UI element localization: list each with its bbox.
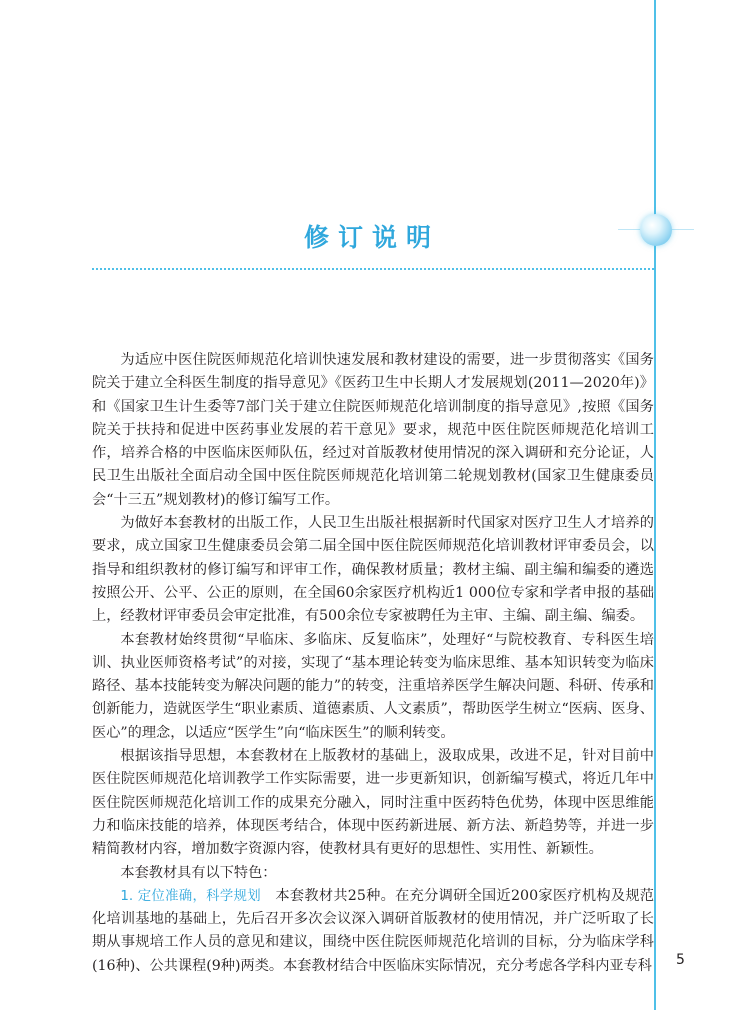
page-number: 5 [676,952,685,968]
paragraph-4: 根据该指导思想，本套教材在上版教材的基础上，汲取成果，改进不足，针对目前中医住院医师规范化培训教学工作实际需要，进一步更新知识，创新编写模式，将近几年中医住院医师规范化培训工作的成果充分融入，同时注重中医药特色优势，体现中医思维能力和临床技能的培养，体现医考结合，体现中医药新进展、新方法、新趋势等，并进一步精简教材内容，增加数字资源内容，使教材具有更好的思想性、实用性、新颖性。 [92,748,654,858]
feature-1-paragraph [92,885,654,978]
paragraph-1: 为适应中医住院医师规范化培训快速发展和教材建设的需要，进一步贯彻落实《国务院关于建立全科医生制度的指导意见》《医药卫生中长期人才发展规划(2011—2020年)》和《国家卫生计生委等7部门关于建立住院医师规范化培训制度的指导意见》,按照《国务院关于扶持和促进中医药事业发展的若干意见》要求，规范中医住院医师规范化培训工作，培养合格的中医临床医师队伍，经过对首版教材使用情况的深入调研和充分论证，人民卫生出版社全面启动全国中医住院医师规范化培训第二轮规划教材(国家卫生健康委员会“十三五”规划教材)的修订编写工作。 [92,352,654,508]
title-dotted-rule [92,268,654,270]
feature-1-text: 本套教材共25种。在充分调研全国近200家医疗机构及规范化培训基地的基础上，先后召开多次会议深入调研首版教材的使用情况，并广泛听取了长期从事规培工作人员的意见和建议，围绕中医住院医师规范化培训的目标，分为临床学科(16种)、公共课程(9种)两类。本套教材结合中医临床实际情况，充分考虑各学科内亚专科 [92,887,654,974]
page-title: 修订说明 [303,223,440,252]
feature-1-spacer [261,888,275,904]
paragraph-5: 本套教材具有以下特色： [120,864,277,881]
paragraph-2: 为做好本套教材的出版工作，人民卫生出版社根据新时代国家对医疗卫生人才培养的要求，成立国家卫生健康委员会第二届全国中医住院医师规范化培训教材评审委员会，以指导和组织教材的修订编写和评审工作，确保教材质量；教材主编、副主编和编委的遴选按照公开、公平、公正的原则，在全国60余家医疗机构近1 000位专家和学者申报的基础上，经教材评审委员会审定批准，有500余位专家被聘任为主审、主编、副主编、编委。 [92,515,654,625]
paragraph-3: 本套教材始终贯彻“早临床、多临床、反复临床”，处理好“与院校教育、专科医生培训、执业医师资格考试”的对接，实现了“基本理论转变为临床思维、基本知识转变为临床路径、基本技能转变为解决问题的能力”的转变，注重培养医学生解决问题、科研、传承和创新能力，造就医学生“职业素质、道德素质、人文素质”，帮助医学生树立“医病、医身、医心”的理念，以适应“医学生”向“临床医生”的顺利转变。 [92,631,654,741]
body-text [92,349,654,978]
feature-1-heading: 1. 定位准确，科学规划 [120,888,261,904]
margin-vertical-line [654,0,656,1010]
